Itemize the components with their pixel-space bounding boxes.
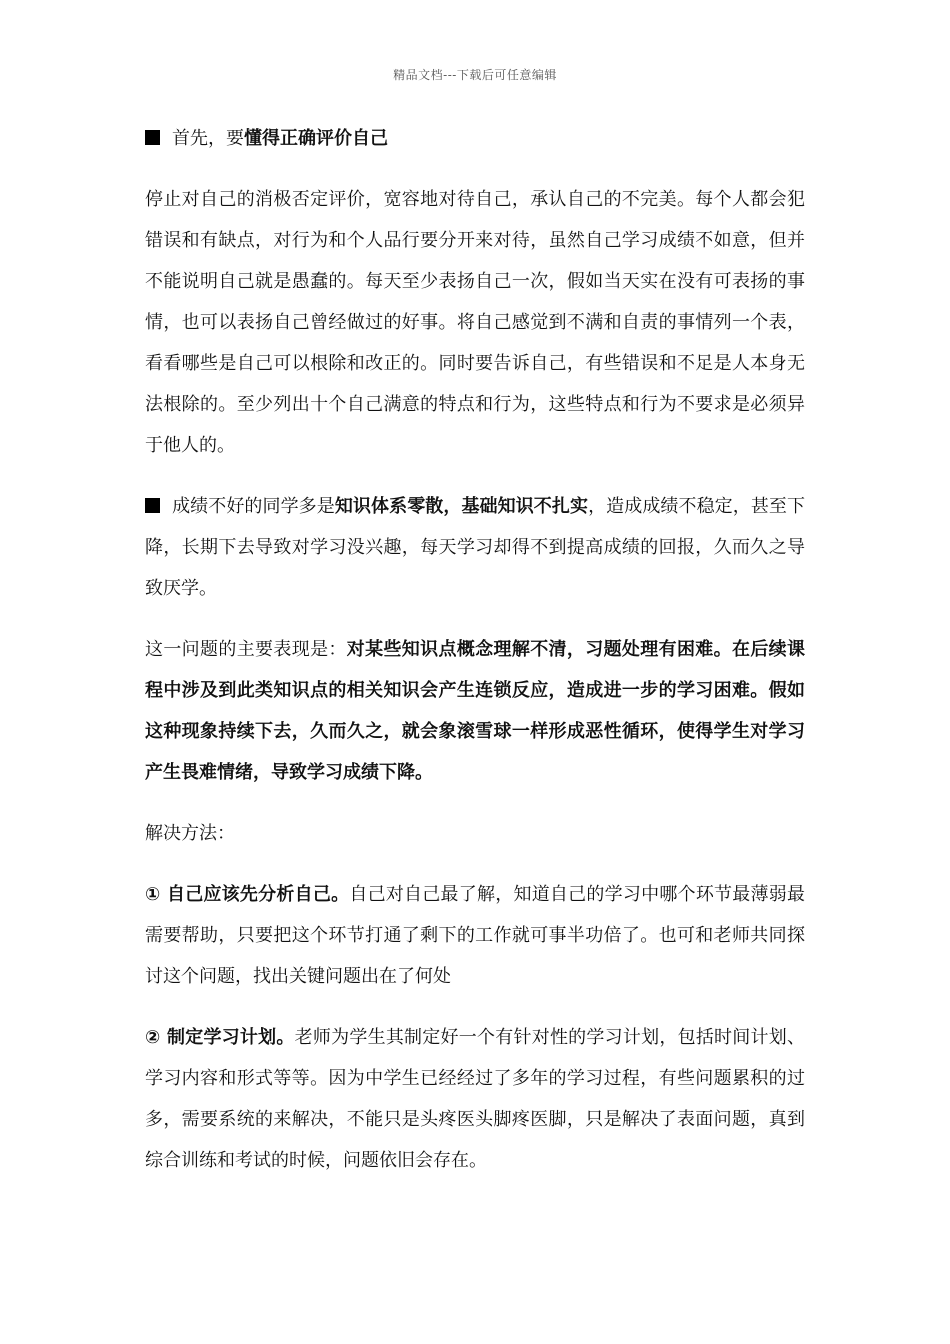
symptoms-plain-text: 这一问题的主要表现是： (145, 639, 347, 660)
method-two (145, 1017, 805, 1181)
method-one-title: ① 自己应该先分析自己。 (145, 884, 350, 905)
square-bullet-icon (145, 130, 160, 145)
paragraph-self-evaluation: 停止对自己的消极否定评价，宽容地对待自己，承认自己的不完美。每个人都会犯错误和有缺点，对行为和个人品行要分开来对待，虽然自己学习成绩不如意，但并不能说明自己就是愚蠢的。每天至少表扬自己一次，假如当天实在没有可表扬的事情，也可以表扬自己曾经做过的好事。将自己感觉到不满和自责的事情列一个表，看看哪些是自己可以根除和改正的。同时要告诉自己，有些错误和不足是人本身无法根除的。至少列出十个自己满意的特点和行为，这些特点和行为不要求是必须异于他人的。 (145, 189, 805, 456)
method-two-text: 老师为学生其制定好一个有针对性的学习计划，包括时间计划、学习内容和形式等等。因为中学生已经经过了多年的学习过程，有些问题累积的过多，需要系统的来解决，不能只是头疼医头脚疼医脚，只是解决了表面问题，真到综合训练和考试的时候，问题依旧会存在。 (145, 1027, 806, 1171)
paragraph-solutions-label: 解决方法： (145, 823, 235, 844)
page-header: 精品文档---下载后可任意编辑 (393, 68, 557, 82)
heading-plain-text: 首先，要 (172, 128, 244, 149)
square-bullet-icon (145, 498, 160, 513)
symptoms-bold-text: 对某些知识点概念理解不清，习题处理有困难。在后续课程中涉及到此类知识点的相关知识会产生连锁反应，造成进一步的学习困难。假如这种现象持续下去，久而久之，就会象滚雪球一样形成恶性循环，使得学生对学习产生畏难情绪，导致学习成绩下降。 (145, 639, 806, 783)
section-heading-self-evaluation (145, 118, 805, 159)
document-body (145, 118, 805, 1201)
heading-bold-text: 懂得正确评价自己 (244, 128, 388, 149)
section-plain-text-2: ，造成成绩不稳定，甚至下降，长期下去导致对学习没兴趣，每天学习却得不到提高成绩的回报，久而久之导致厌学。 (145, 496, 806, 599)
method-one (145, 874, 805, 997)
method-two-title: ② 制定学习计划。 (145, 1027, 295, 1048)
method-one-text: 自己对自己最了解，知道自己的学习中哪个环节最薄弱最需要帮助，只要把这个环节打通了剩下的工作就可事半功倍了。也可和老师共同探讨这个问题，找出关键问题出在了何处 (145, 884, 805, 987)
section-knowledge-problem (145, 486, 805, 609)
section-bold-text: 知识体系零散，基础知识不扎实 (334, 496, 589, 517)
paragraph-main-symptoms (145, 629, 805, 793)
section-plain-text-1: 成绩不好的同学多是 (172, 496, 335, 517)
